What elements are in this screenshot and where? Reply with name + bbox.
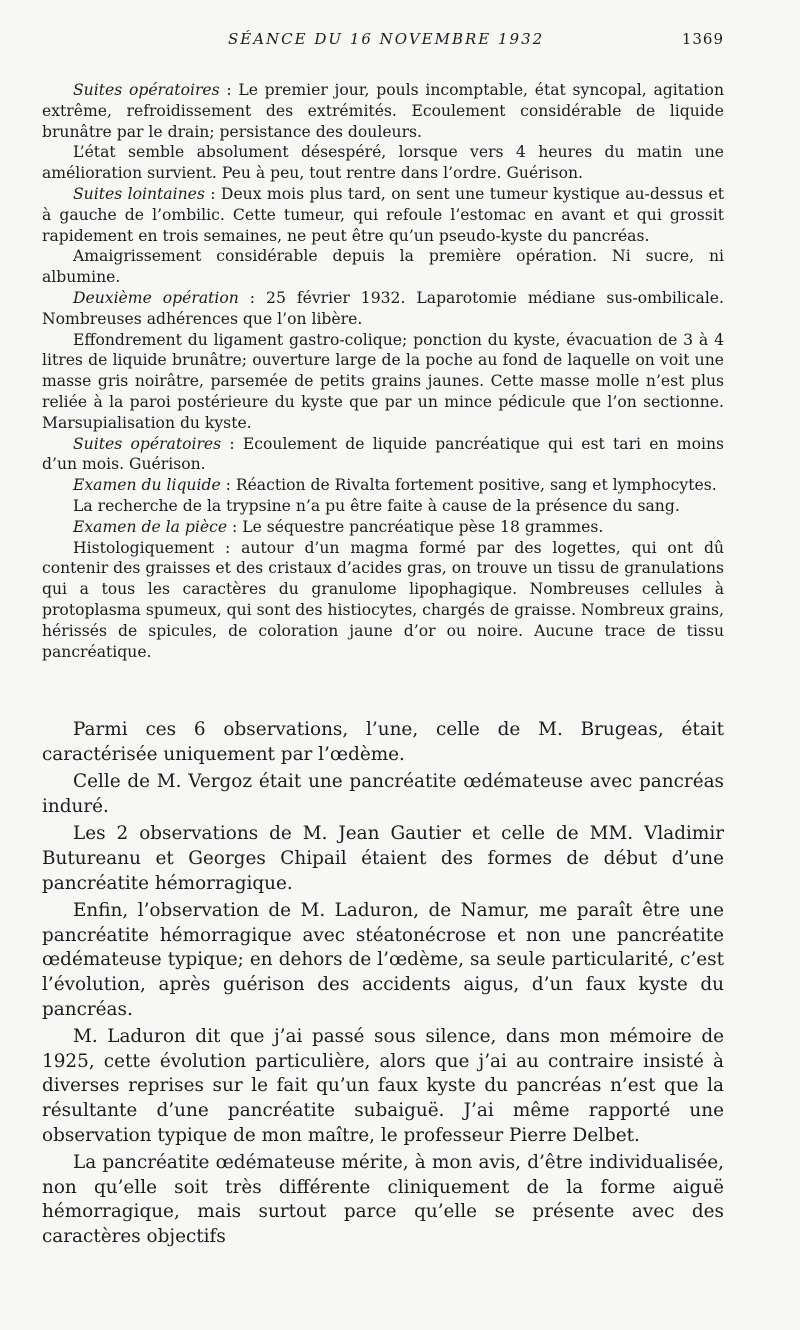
- paragraph-lead: Suites lointaines: [73, 184, 205, 203]
- case-paragraph: [42, 184, 724, 246]
- page-number: 1369: [681, 30, 724, 48]
- paragraph-lead: Examen de la pièce: [73, 517, 228, 536]
- case-paragraph: [42, 288, 724, 330]
- paragraph-text: Amaigrissement considérable depuis la première opération. Ni sucre, ni albumine.: [42, 247, 724, 287]
- case-paragraph: [42, 538, 724, 663]
- case-paragraph: [42, 475, 724, 496]
- paragraph-text: Effondrement du ligament gastro-colique; ponction du kyste, évacuation de 3 à 4 litres de liquide brunâtre; ouverture large de la poche au fond de laquelle on voit une masse gris noirâtre, parsemée de petits grains jaunes. Cette masse molle n’est plus reliée à la paroi postérieure du kyste que par un mince pédicule que l’on sectionne. Marsupialisation du kyste.: [42, 330, 724, 432]
- paragraph-lead: Examen du liquide: [73, 476, 221, 495]
- case-paragraph: [42, 246, 724, 288]
- paragraph-text: : Deux mois plus tard, on sent une tumeur kystique au-dessus et à gauche de l’ombilic. Cette tumeur, qui refoule l’estomac en avant et qui grossit rapidement en trois semaines, ne peut être qu’un pseudo-kyste du pancréas.: [42, 184, 724, 245]
- paragraph-text: : 25 février 1932. Laparotomie médiane sus-ombilicale. Nombreuses adhérences que l’on libère.: [42, 288, 724, 328]
- case-paragraph: [42, 80, 724, 142]
- discussion-paragraph: La pancréatite œdémateuse mérite, à mon avis, d’être individualisée, non qu’elle soit très différente cliniquement de la forme aiguë hémorragique, mais surtout parce qu’elle se présente avec des caractères objectifs: [42, 1152, 724, 1247]
- paragraph-text: : Ecoulement de liquide pancréatique qui est tari en moins d’un mois. Guérison.: [42, 434, 725, 474]
- paragraph-lead: Suites opératoires: [73, 434, 222, 453]
- paragraph-text: : Le premier jour, pouls incomptable, état syncopal, agitation extrême, refroidissement des extrémités. Ecoulement considérable de liquide brunâtre par le drain; persistance des douleurs.: [42, 81, 724, 141]
- paragraph-lead: Deuxième opération: [73, 288, 239, 307]
- discussion-paragraph: Parmi ces 6 observations, l’une, celle de M. Brugeas, était caractérisée uniquement par l’œdème.: [42, 719, 724, 765]
- discussion-paragraph: Celle de M. Vergoz était une pancréatite œdémateuse avec pancréas induré.: [42, 771, 724, 817]
- paragraph-text: La recherche de la trypsine n’a pu être faite à cause de la présence du sang.: [73, 496, 680, 515]
- paragraph-text: : Le séquestre pancréatique pèse 18 grammes.: [227, 517, 604, 536]
- paragraph-text: L’état semble absolument désespéré, lorsque vers 4 heures du matin une amélioration survient. Peu à peu, tout rentre dans l’ordre. Guérison.: [42, 143, 724, 183]
- paragraph-text: : Réaction de Rivalta fortement positive, sang et lymphocytes.: [220, 476, 717, 495]
- page-header: [42, 30, 724, 54]
- case-paragraph: [42, 330, 724, 434]
- case-paragraph: [42, 496, 724, 517]
- case-report: [42, 80, 724, 662]
- paragraph-text: Histologiquement : autour d’un magma formé par des logettes, qui ont dû contenir des graisses et des cristaux d’acides gras, on trouve un tissu de granulations qui a tous les caractères du granulome lipophagique. Nombreuses cellules à protoplasma spumeux, qui sont des histiocytes, chargés de graisse. Nombreux grains, hérissés de spicules, de coloration jaune d’or ou noire. Aucune trace de tissu pancréatique.: [42, 538, 724, 661]
- case-paragraph: [42, 142, 724, 184]
- discussion-paragraph: M. Laduron dit que j’ai passé sous silence, dans mon mémoire de 1925, cette évolution particulière, alors que j’ai au contraire insisté à diverses reprises sur le fait qu’un faux kyste du pancréas n’est que la résultante d’une pancréatite subaiguë. J’ai même rapporté une observation typique de mon maître, le professeur Pierre Delbet.: [42, 1026, 724, 1146]
- running-title: SÉANCE DU 16 NOVEMBRE 1932: [228, 30, 545, 48]
- case-paragraph: [42, 434, 724, 476]
- discussion-paragraph: Les 2 observations de M. Jean Gautier et celle de MM. Vladimir Butureanu et Georges Chipail étaient des formes de début d’une pancréatite hémorragique.: [42, 823, 724, 894]
- case-paragraph: [42, 517, 724, 538]
- paragraph-lead: Suites opératoires: [73, 81, 220, 99]
- discussion-paragraph: Enfin, l’observation de M. Laduron, de Namur, me paraît être une pancréatite hémorragique avec stéatonécrose et non une pancréatite œdémateuse typique; en dehors de l’œdème, sa seule particularité, c’est l’évolution, après guérison des accidents aigus, d’un faux kyste du pancréas.: [42, 900, 724, 1020]
- discussion-section: [42, 718, 724, 1252]
